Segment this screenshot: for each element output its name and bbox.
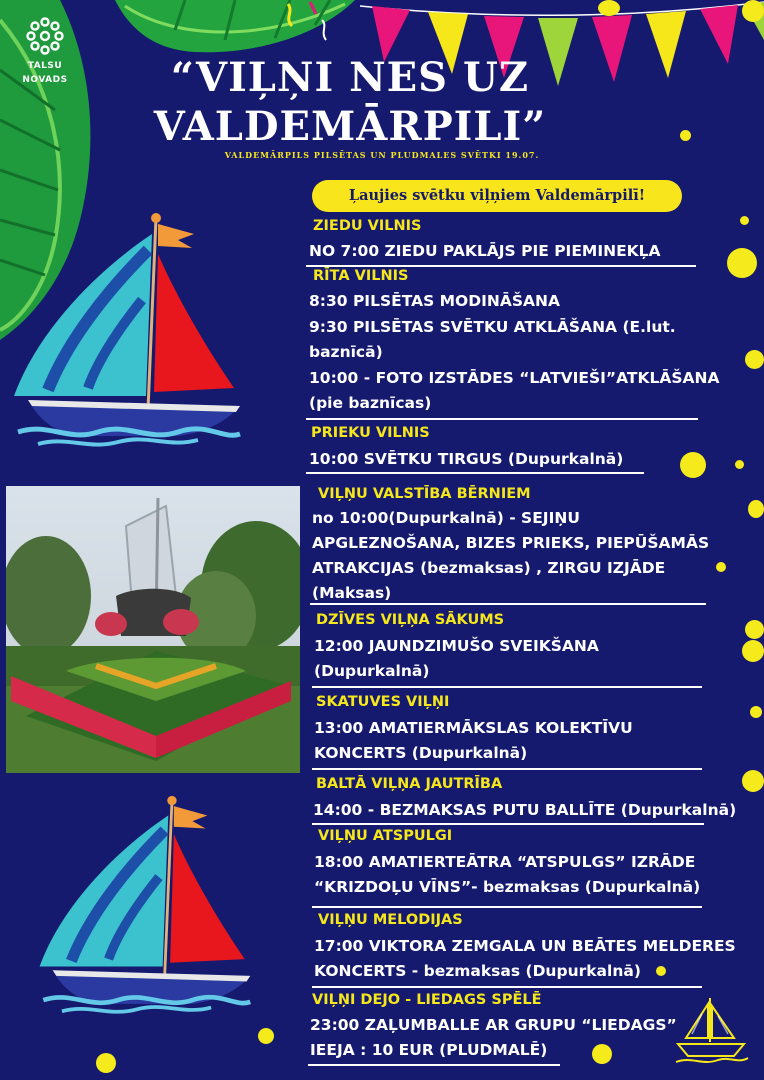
schedule-line: 9:30 PILSĒTAS SVĒTKU ATKLĀŠANA (E.lut. <box>309 318 676 336</box>
section-title: BALTĀ VIĻŅA JAUTRĪBA <box>316 776 503 792</box>
section-title: VIĻŅI DEJO - LIEDAGS SPĒLĒ <box>312 992 542 1008</box>
decor-dot <box>745 350 764 369</box>
flower-monument-photo <box>6 486 300 773</box>
schedule-line: 10:00 SVĒTKU TIRGUS (Dupurkalnā) <box>309 450 624 468</box>
schedule-line: 13:00 AMATIERMĀKSLAS KOLEKTĪVU <box>314 719 633 737</box>
event-subtitle: VALDEMĀRPILS PILSĒTAS UN PLUDMALES SVĒTKI 19.07. <box>224 150 540 160</box>
schedule-line: KONCERTS - bezmaksas (Dupurkalnā) <box>314 962 641 980</box>
schedule-line: (Maksas) <box>312 584 392 602</box>
section-divider <box>306 265 696 267</box>
schedule-line: no 10:00(Dupurkalnā) - SEJIŅU <box>312 509 580 527</box>
section-divider <box>306 472 644 474</box>
decor-dot <box>592 1044 612 1064</box>
decor-dot <box>258 1028 274 1044</box>
section-title: VIĻŅU VALSTĪBA BĒRNIEM <box>318 486 531 502</box>
decor-dot <box>680 130 691 141</box>
section-divider <box>310 603 706 605</box>
section-title: ZIEDU VILNIS <box>313 218 422 234</box>
decor-dot <box>680 452 706 478</box>
confetti-icon <box>280 0 340 60</box>
decor-dot <box>742 0 764 22</box>
section-title: VIĻŅU ATSPULGI <box>318 828 453 844</box>
slogan-banner: Ļaujies svētku viļņiem Valdemārpilī! <box>312 180 682 212</box>
decor-dot <box>716 562 726 572</box>
section-divider <box>312 823 704 825</box>
section-title: VIĻŅU MELODIJAS <box>318 912 463 928</box>
section-divider <box>308 1064 560 1066</box>
schedule-line: ATRAKCIJAS (bezmaksas) , ZIRGU IZJĀDE <box>312 559 666 577</box>
section-divider <box>312 986 702 988</box>
schedule-line: 10:00 - FOTO IZSTĀDES “LATVIEŠI”ATKLĀŠANA <box>309 369 720 387</box>
decor-dot <box>745 620 764 639</box>
schedule-line: 17:00 VIKTORA ZEMGALA UN BEĀTES MELDERES <box>314 937 736 955</box>
section-title: DZĪVES VIĻŅA SĀKUMS <box>316 612 505 628</box>
page-title-line-2: VALDEMĀRPILI” <box>153 103 547 150</box>
section-divider <box>312 686 702 688</box>
section-divider <box>312 768 702 770</box>
decor-dot <box>742 640 764 662</box>
section-divider <box>306 418 698 420</box>
decor-dot <box>735 460 744 469</box>
sailboat-icon <box>8 210 244 450</box>
page-title-line-1: “VIĻŅI NES UZ <box>170 54 530 101</box>
schedule-line: 8:30 PILSĒTAS MODINĀŠANA <box>309 292 560 310</box>
schedule-line: “KRIZDOĻU VĪNS”- bezmaksas (Dupurkalnā) <box>314 878 701 896</box>
decor-dot <box>750 706 762 718</box>
decor-dot <box>742 770 764 792</box>
schedule-line: KONCERTS (Dupurkalnā) <box>314 744 528 762</box>
talsu-novads-logo <box>10 14 80 86</box>
logo-line-1: TALSU <box>27 61 63 71</box>
schedule-line: (pie baznīcas) <box>309 394 432 412</box>
logo-line-2: NOVADS <box>22 75 68 85</box>
decor-dot <box>598 0 620 16</box>
schedule-line: 23:00 ZAĻUMBALLE AR GRUPU “LIEDAGS” <box>310 1016 677 1034</box>
decor-dot <box>96 1053 116 1073</box>
schedule-line: 12:00 JAUNDZIMUŠO SVEIKŠANA <box>314 637 599 655</box>
schedule-line: NO 7:00 ZIEDU PAKLĀJS PIE PIEMINEKĻA <box>309 242 661 260</box>
decor-dot <box>727 248 757 278</box>
decor-dot <box>656 966 666 976</box>
section-title: PRIEKU VILNIS <box>311 425 430 441</box>
sailboat-icon <box>34 790 254 1020</box>
section-divider <box>312 906 702 908</box>
schedule-line: 14:00 - BEZMAKSAS PUTU BALLĪTE (Dupurkalnā) <box>313 801 737 819</box>
schedule-line: IEEJA : 10 EUR (PLUDMALĒ) <box>310 1041 548 1059</box>
decor-dot <box>740 216 749 225</box>
sun-ornament-icon <box>23 14 67 58</box>
schedule-line: baznīcā) <box>309 343 383 361</box>
section-title: SKATUVES VIĻŅI <box>316 694 450 710</box>
schedule-line: 18:00 AMATIERTEĀTRA “ATSPULGS” IZRĀDE <box>314 853 696 871</box>
decor-dot <box>748 500 764 518</box>
schedule-line: APGLEZNOŠANA, BIZES PRIEKS, PIEPŪŠAMĀS <box>312 534 710 552</box>
outline-boat-icon <box>672 994 752 1066</box>
schedule-line: (Dupurkalnā) <box>314 662 430 680</box>
section-title: RĪTA VILNIS <box>313 268 409 284</box>
